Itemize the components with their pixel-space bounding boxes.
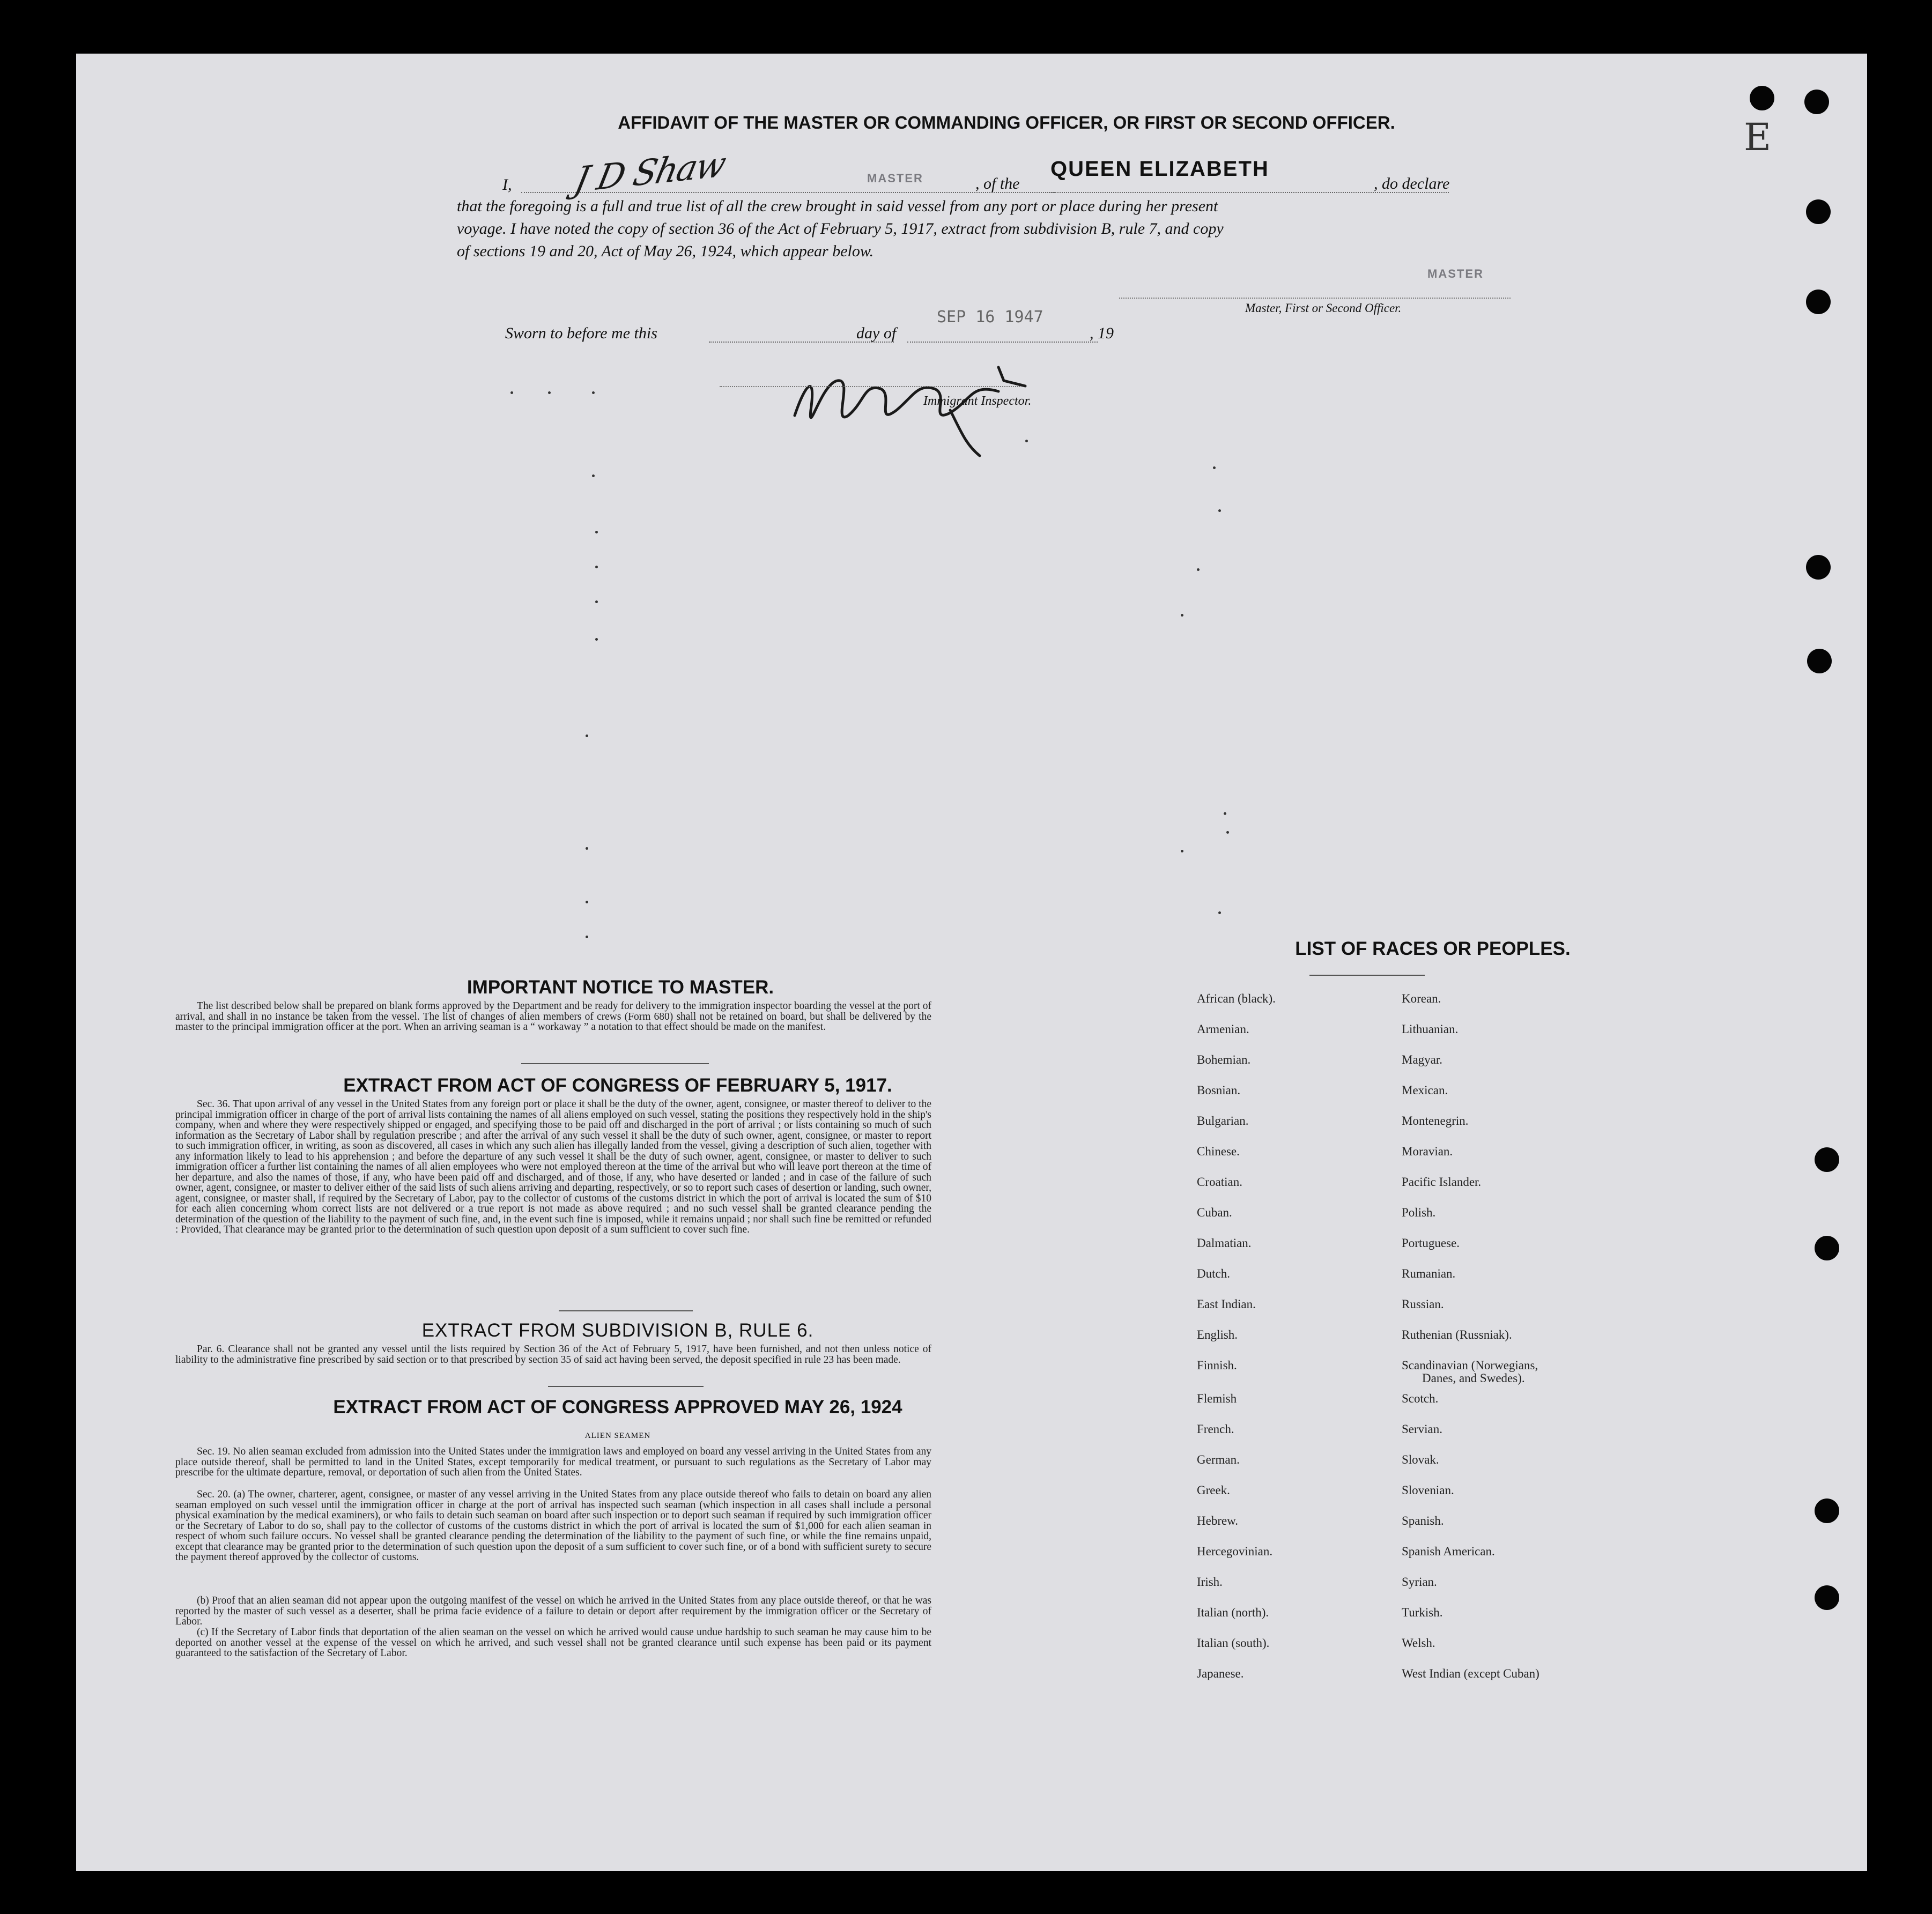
speck — [586, 735, 588, 737]
race-item: Japanese. — [1197, 1667, 1244, 1680]
speck — [1218, 911, 1221, 914]
punch-hole — [1815, 1498, 1839, 1523]
punch-hole — [1806, 199, 1831, 224]
inspector-caption: Immigrant Inspector. — [923, 394, 1032, 408]
sworn-month-line — [907, 342, 1098, 343]
notice-text: The list described below shall be prepared on blank forms approved by the Department and be ready for delivery to the immigration inspector boarding the vessel at the port of arrival, and shall in no instance be taken from the vessel. The list of changes of alien members of crews (Form 680) shall not be retained on board, but shall be delivered by the master to the principal immigration officer at the port. When an arriving seaman is a “ workaway ” a notation to that effect should be made on the manifest. — [175, 1000, 931, 1033]
race-item: Italian (south). — [1197, 1636, 1270, 1650]
race-item: Lithuanian. — [1402, 1022, 1459, 1036]
punch-hole — [1750, 86, 1774, 110]
race-item: Dutch. — [1197, 1267, 1230, 1280]
race-item: Scandinavian (Norwegians, — [1402, 1359, 1538, 1372]
race-item: Servian. — [1402, 1422, 1443, 1436]
race-item: Pacific Islander. — [1402, 1175, 1482, 1189]
master-signature: J D Shaw — [571, 144, 729, 201]
punch-hole — [1815, 1236, 1839, 1260]
race-item: Hercegovinian. — [1197, 1545, 1273, 1558]
race-item: Armenian. — [1197, 1022, 1249, 1036]
declaration-line-2: voyage. I have noted the copy of section 36 of the Act of February 5, 1917, extract from subdivision B, rule 7, and copy — [457, 220, 1224, 238]
extract-1917-text: Sec. 36. That upon arrival of any vessel in the United States from any foreign port or place it shall be the duty of the owner, agent, consignee, or master thereof to deliver to the principal immigration officer in charge of the port of arrival lists containing the names of all aliens employed on such vessel, stating the positions they respectively hold in the ship's company, when and where they were respectively shipped or engaged, and specifying those to be paid off and discharged in the port of arrival ; or lists containing so much of such information as the Secretary of Labor shall by regulation prescribe ; and after the arrival of any such vessel it shall be the duty of such owner, agent, consignee, or master to report to such immigration officer, in writing, as soon as discovered, all cases in which any such alien has illegally landed from the vessel, giving a description of such alien, together with any information likely to lead to his apprehension ; and before the departure of any such vessel it shall be the duty of such owner, agent, consignee, or master to deliver to such immigration officer a further list containing the names of all alien employees who were not employed thereon at the time of the arrival but who will leave port thereon at the time of her departure, and also the names of those, if any, who have been paid off and discharged, and of those, if any, who have deserted or landed ; and in case of the failure of such owner, agent, consignee, or master to deliver either of the said lists of such aliens arriving and departing, respectively, or so to report such cases of desertion or landing, such owner, agent, consignee, or master shall, if required by the Secretary of Labor, pay to the collector of customs of the customs district in which the port of arrival is located the sum of $10 for each alien concerning whom correct lists are not delivered or a true report is not made as above required ; and no such vessel shall be granted clearance pending the determination of the question of the liability to the payment of such fine, and, in the event such fine is imposed, while it remains unpaid ; nor shall such fine be remitted or refunded : Provided, That clearance may be granted prior to the determination of such question upon deposit of a sum sufficient to cover such fine. — [175, 1099, 931, 1235]
race-item: Ruthenian (Russniak). — [1402, 1328, 1512, 1341]
speck — [586, 847, 588, 850]
race-item: Spanish American. — [1402, 1545, 1495, 1558]
sec-20b-text: (b) Proof that an alien seaman did not appear upon the outgoing manifest of the vessel on which he arrived in the United States from any place outside thereof, or that he was reported by the master of such vessel as a deserter, shall be prima facie evidence of a failure to detain or deport after requirement by the immigration officer or the Secretary of Labor. — [175, 1595, 931, 1627]
race-item: Greek. — [1197, 1483, 1230, 1497]
race-item: Scotch. — [1402, 1392, 1439, 1405]
alien-seamen-subtitle: ALIEN SEAMEN — [584, 1431, 651, 1440]
race-item: Russian. — [1402, 1297, 1444, 1311]
declaration-line-1: that the foregoing is a full and true list of all the crew brought in said vessel from any port or place during her present — [457, 197, 1218, 215]
speck — [1226, 831, 1229, 834]
affidavit-title: AFFIDAVIT OF THE MASTER OR COMMANDING OFFICER, OR FIRST OR SECOND OFFICER. — [618, 113, 1395, 132]
race-item: Flemish — [1197, 1392, 1237, 1405]
speck — [595, 531, 598, 533]
divider — [559, 1310, 693, 1311]
speck — [548, 391, 551, 394]
divider — [1309, 975, 1425, 976]
inspector-signature-line — [720, 386, 1020, 387]
speck — [595, 600, 598, 603]
punch-hole — [1804, 90, 1829, 114]
race-item: Bosnian. — [1197, 1084, 1241, 1097]
extract-1917-title: EXTRACT FROM ACT OF CONGRESS OF FEBRUARY 5, 1917. — [343, 1075, 892, 1096]
race-item: Cuban. — [1197, 1206, 1232, 1219]
race-item: Danes, and Swedes). — [1422, 1371, 1525, 1385]
speck — [586, 901, 588, 903]
speck — [595, 638, 598, 641]
race-item: Polish. — [1402, 1206, 1436, 1219]
race-item: Slovak. — [1402, 1453, 1439, 1466]
race-item: Moravian. — [1402, 1145, 1453, 1158]
punch-hole — [1806, 290, 1831, 314]
race-item: Chinese. — [1197, 1145, 1240, 1158]
document-page — [76, 54, 1867, 1871]
extract-1924-title: EXTRACT FROM ACT OF CONGRESS APPROVED MAY 26, 1924 — [333, 1397, 902, 1418]
punch-hole — [1807, 649, 1832, 673]
of-the-label: , of the — [975, 175, 1020, 192]
master-stamp: MASTER — [867, 172, 923, 185]
races-title: LIST OF RACES OR PEOPLES. — [1295, 938, 1571, 959]
race-item: Finnish. — [1197, 1359, 1237, 1372]
speck — [1181, 850, 1183, 852]
officer-caption: Master, First or Second Officer. — [1245, 301, 1402, 315]
speck — [592, 391, 595, 394]
race-item: Mexican. — [1402, 1084, 1448, 1097]
year-prefix: , 19 — [1090, 324, 1114, 342]
vessel-name: QUEEN ELIZABETH — [1050, 157, 1269, 181]
speck — [1197, 568, 1200, 571]
speck — [1218, 509, 1221, 512]
race-item: Bohemian. — [1197, 1053, 1251, 1066]
race-item: Bulgarian. — [1197, 1114, 1249, 1127]
race-item: German. — [1197, 1453, 1240, 1466]
speck — [595, 566, 598, 568]
sec-19-text: Sec. 19. No alien seaman excluded from admission into the United States under the immigration laws and employed on board any vessel arriving in the United States from any place outside thereof, shall be permitted to land in the United States, except temporarily for medical treatment, or pursuant to such regulations as the Secretary of Labor may prescribe for the ultimate departure, removal, or deportation of such alien from the United States. — [175, 1446, 931, 1478]
speck — [1213, 466, 1216, 469]
speck — [510, 391, 513, 394]
corner-mark: E — [1744, 115, 1772, 159]
divider — [521, 1063, 709, 1064]
punch-hole — [1815, 1585, 1839, 1610]
race-item: Italian (north). — [1197, 1606, 1269, 1619]
race-item: Korean. — [1402, 992, 1441, 1005]
do-declare-label: , do declare — [1374, 175, 1450, 192]
race-item: Irish. — [1197, 1575, 1223, 1589]
i-label: I, — [502, 176, 512, 194]
sworn-label: Sworn to before me this — [505, 324, 657, 342]
race-item: Syrian. — [1402, 1575, 1437, 1589]
race-item: Portuguese. — [1402, 1236, 1460, 1250]
race-item: West Indian (except Cuban) — [1402, 1667, 1539, 1680]
sec-20c-text: (c) If the Secretary of Labor finds that deportation of the alien seaman on the vessel on which he arrived would cause undue hardship to such seaman he may cause him to be deported on another vessel at the expense of the vessel on which he arrived, and such vessel shall not be granted clearance until such expense has been paid or its payment guaranteed to the satisfaction of the Secretary of Labor. — [175, 1627, 931, 1659]
sec-20a-text: Sec. 20. (a) The owner, charterer, agent, consignee, or master of any vessel arriving in the United States from any place outside thereof who fails to detain on board any alien seaman employed on such vessel until the immigration officer in charge at the port of arrival has inspected such seaman (which inspection in all cases shall include a personal physical examination by the medical examiners), or who fails to detain such seaman on board after such inspection or to deport such seaman if required by such immigration officer or the Secretary of Labor to do so, shall pay to the collector of customs of the customs district in which the port of arrival is located the sum of $1,000 for each alien seaman in respect of whom such failure occurs. No vessel shall be granted clearance pending the determination of the liability to the payment of such fine, or while the fine remains unpaid, except that clearance may be granted prior to the determination of such question upon the deposit of a sum sufficient to cover such fine, or of a bond with sufficient surety to secure the payment thereof approved by the collector of customs. — [175, 1489, 931, 1563]
master-stamp-right: MASTER — [1427, 267, 1484, 280]
race-item: English. — [1197, 1328, 1238, 1341]
day-of-label: day of — [856, 324, 897, 342]
speck — [1181, 614, 1183, 617]
punch-hole — [1815, 1147, 1839, 1172]
speck — [592, 474, 595, 477]
punch-hole — [1806, 555, 1831, 580]
officer-signature-line — [1119, 298, 1511, 299]
divider — [548, 1386, 704, 1387]
rule-6-text: Par. 6. Clearance shall not be granted any vessel until the lists required by Section 36 of the Act of February 5, 1917, have been furnished, and not then unless notice of liability to the administrative fine prescribed by said section or to that prescribed by section 35 of said act having been served, the deposit specified in rule 23 has been made. — [175, 1344, 931, 1366]
race-item: Dalmatian. — [1197, 1236, 1252, 1250]
race-item: Spanish. — [1402, 1514, 1444, 1527]
speck — [1025, 440, 1028, 442]
race-item: Magyar. — [1402, 1053, 1443, 1066]
speck — [586, 936, 588, 938]
notice-title: IMPORTANT NOTICE TO MASTER. — [467, 977, 774, 998]
date-stamp: SEP 16 1947 — [937, 308, 1043, 327]
rule-6-title: EXTRACT FROM SUBDIVISION B, RULE 6. — [421, 1320, 814, 1341]
race-item: Turkish. — [1402, 1606, 1443, 1619]
speck — [1224, 812, 1226, 815]
race-item: Slovenian. — [1402, 1483, 1454, 1497]
race-item: French. — [1197, 1422, 1234, 1436]
race-item: Welsh. — [1402, 1636, 1435, 1650]
race-item: African (black). — [1197, 992, 1276, 1005]
race-item: Montenegrin. — [1402, 1114, 1469, 1127]
declaration-line-3: of sections 19 and 20, Act of May 26, 1924, which appear below. — [457, 242, 874, 260]
race-item: Hebrew. — [1197, 1514, 1239, 1527]
race-item: Croatian. — [1197, 1175, 1242, 1189]
race-item: East Indian. — [1197, 1297, 1256, 1311]
race-item: Rumanian. — [1402, 1267, 1456, 1280]
